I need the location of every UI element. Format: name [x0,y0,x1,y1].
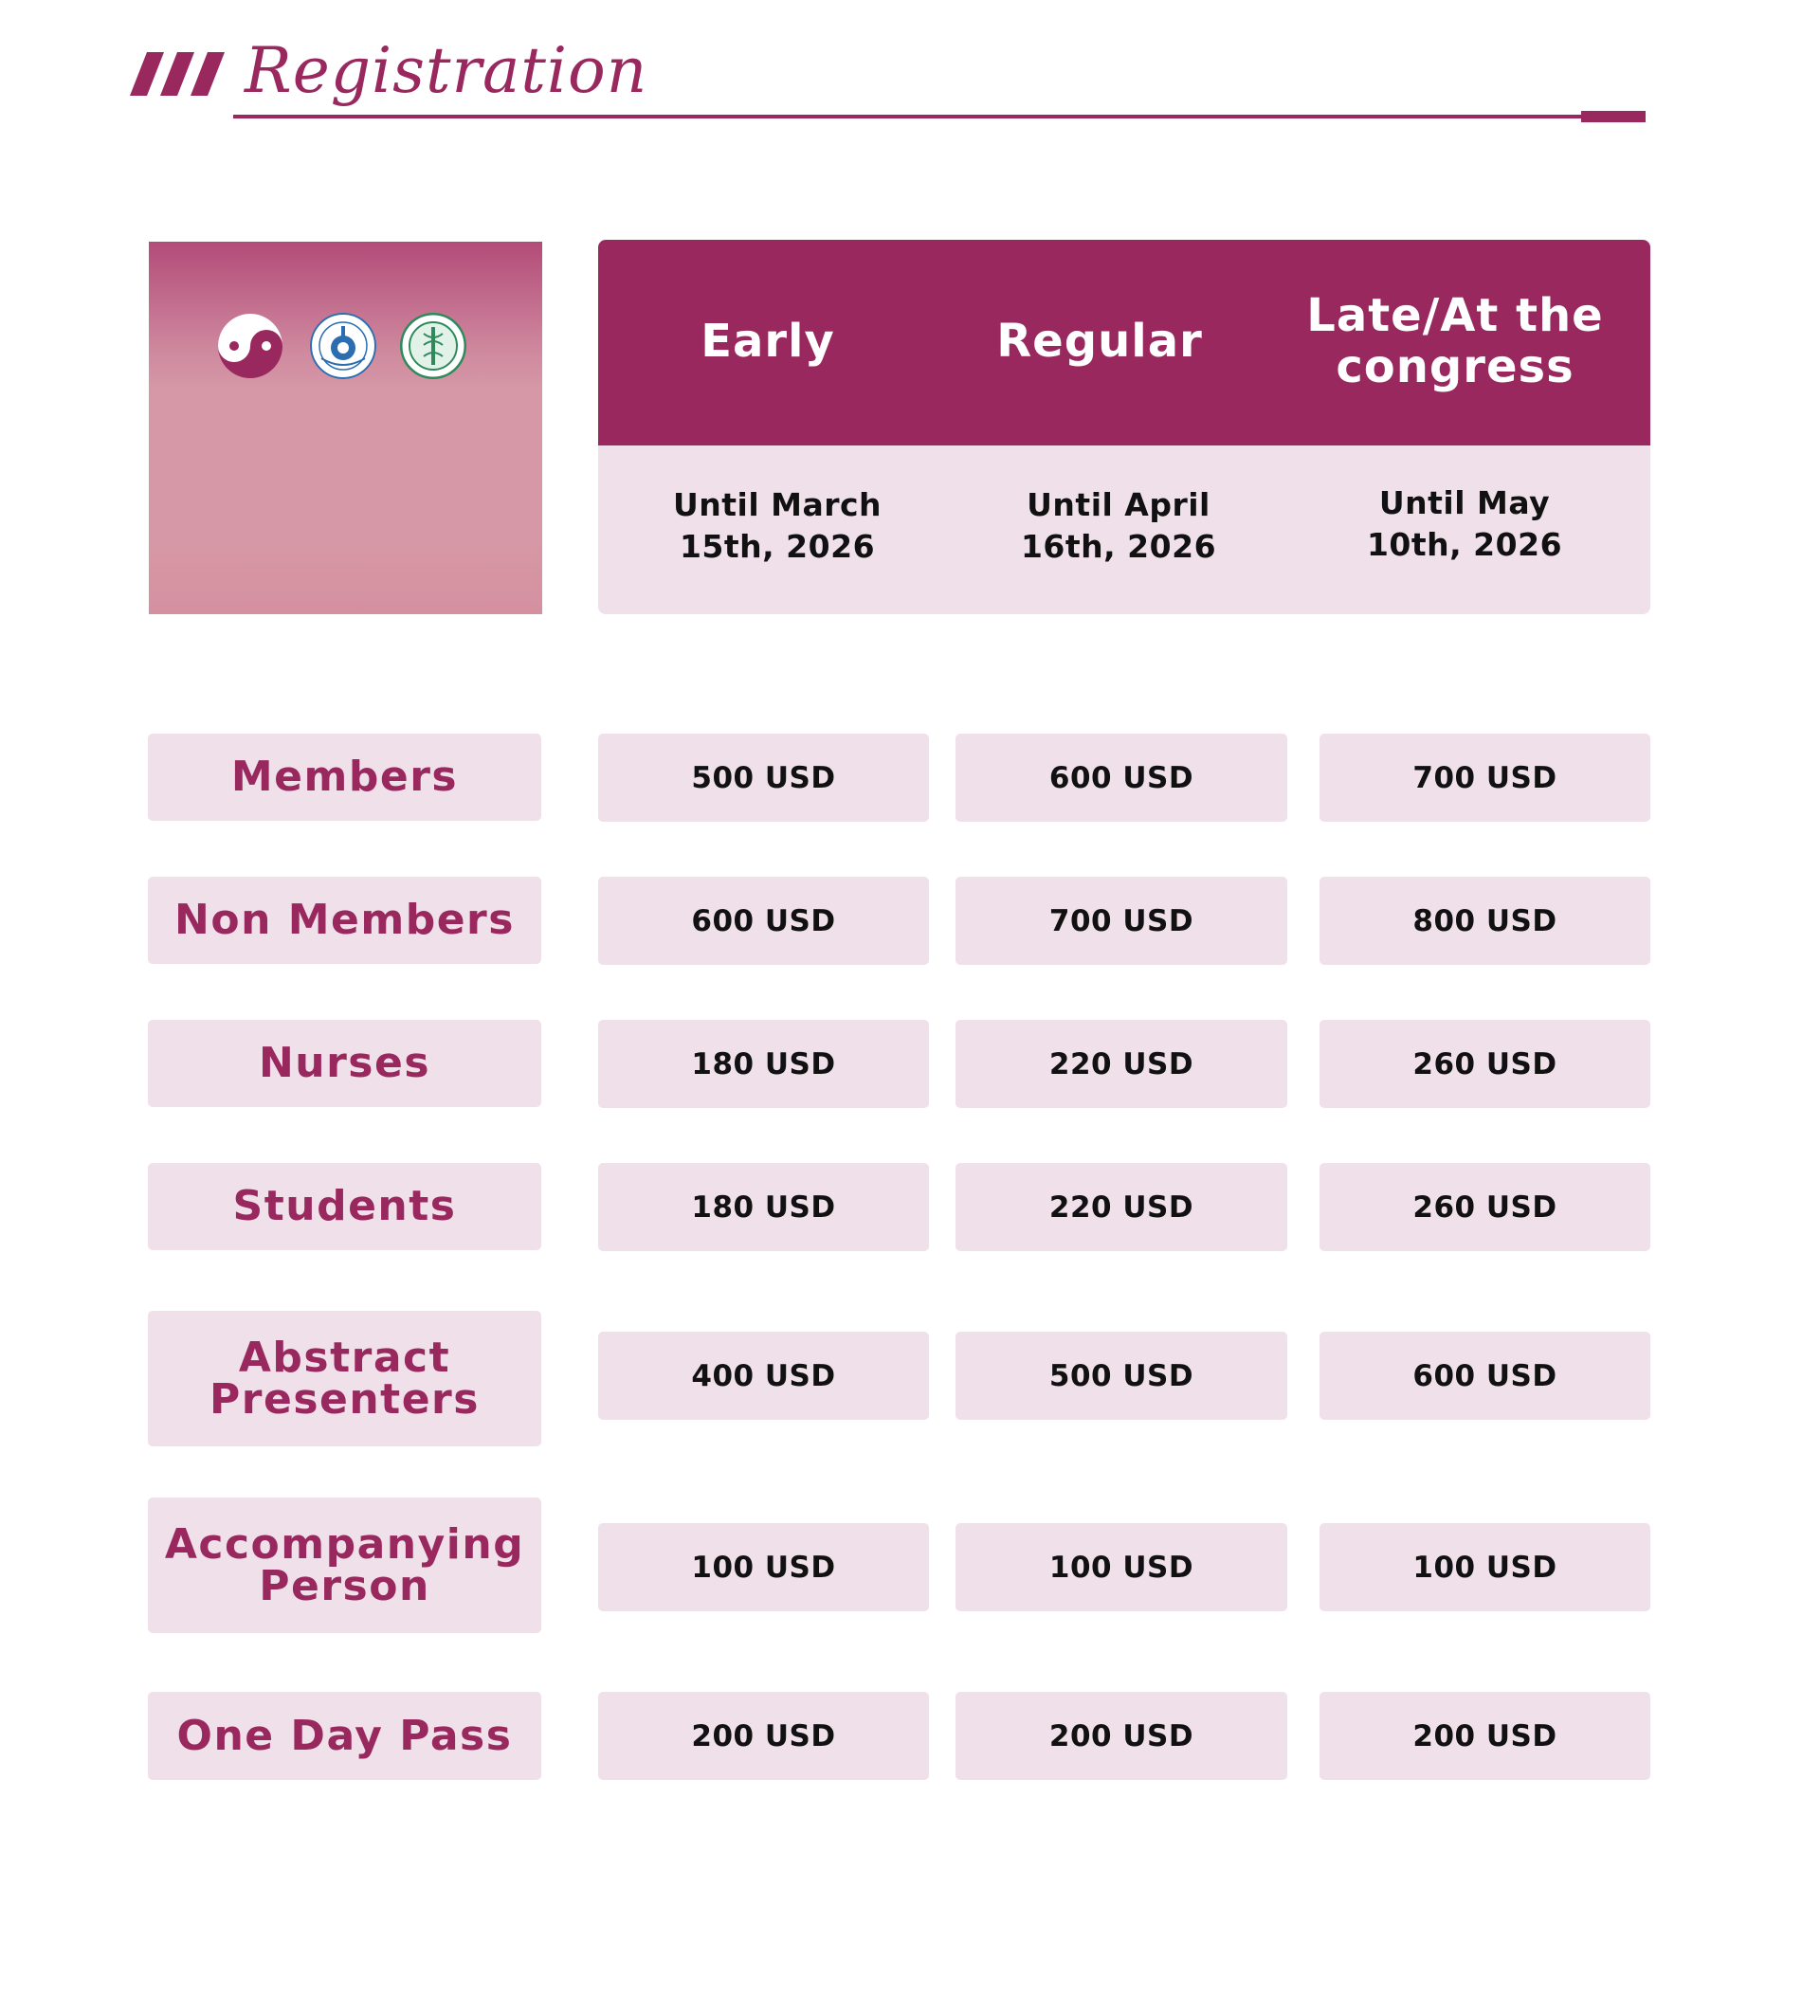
fee-one-day-pass-regular: 200 USD [956,1692,1287,1780]
fee-members-early: 500 USD [598,734,929,822]
fee-non-members-late: 800 USD [1320,877,1650,965]
fee-nurses-early: 180 USD [598,1020,929,1108]
logo-panel [149,242,542,614]
page-title: Registration [245,34,648,107]
fee-accompanying-person-early: 100 USD [598,1523,929,1611]
fee-abstract-presenters-early: 400 USD [598,1332,929,1420]
fee-students-regular: 220 USD [956,1163,1287,1251]
fee-category-abstract-presenters: Abstract Presenters [148,1311,541,1446]
title-underline-accent [1581,111,1646,122]
period-deadline-late: Until May 10th, 2026 [1366,484,1563,563]
fee-nurses-regular: 220 USD [956,1020,1287,1108]
period-deadline-regular: Until April 16th, 2026 [1020,486,1217,565]
fee-students-early: 180 USD [598,1163,929,1251]
fee-non-members-regular: 700 USD [956,877,1287,965]
fee-one-day-pass-early: 200 USD [598,1692,929,1780]
fee-category-students: Students [148,1163,541,1250]
fee-category-non-members: Non Members [148,877,541,964]
period-header-regular: Regular [996,315,1203,368]
fee-members-regular: 600 USD [956,734,1287,822]
triple-slash-icon [130,52,234,96]
fee-category-one-day-pass: One Day Pass [148,1692,541,1780]
yin-yang-logo [217,313,283,379]
fee-abstract-presenters-regular: 500 USD [956,1332,1287,1420]
fee-one-day-pass-late: 200 USD [1320,1692,1650,1780]
medical-caduceus-seal-logo [400,313,466,379]
fee-nurses-late: 260 USD [1320,1020,1650,1108]
period-header-late: Late/At the congress [1306,289,1604,393]
fee-non-members-early: 600 USD [598,877,929,965]
fee-students-late: 260 USD [1320,1163,1650,1251]
title-underline [233,115,1584,118]
fee-category-nurses: Nurses [148,1020,541,1107]
fee-category-accompanying-person: Accompanying Person [148,1498,541,1633]
period-deadline-early: Until March 15th, 2026 [672,486,883,565]
fee-category-members: Members [148,734,541,821]
period-header-early: Early [701,315,835,368]
china-anti-cancer-association-logo [310,313,376,379]
fee-accompanying-person-late: 100 USD [1320,1523,1650,1611]
fee-abstract-presenters-late: 600 USD [1320,1332,1650,1420]
fee-accompanying-person-regular: 100 USD [956,1523,1287,1611]
fee-members-late: 700 USD [1320,734,1650,822]
